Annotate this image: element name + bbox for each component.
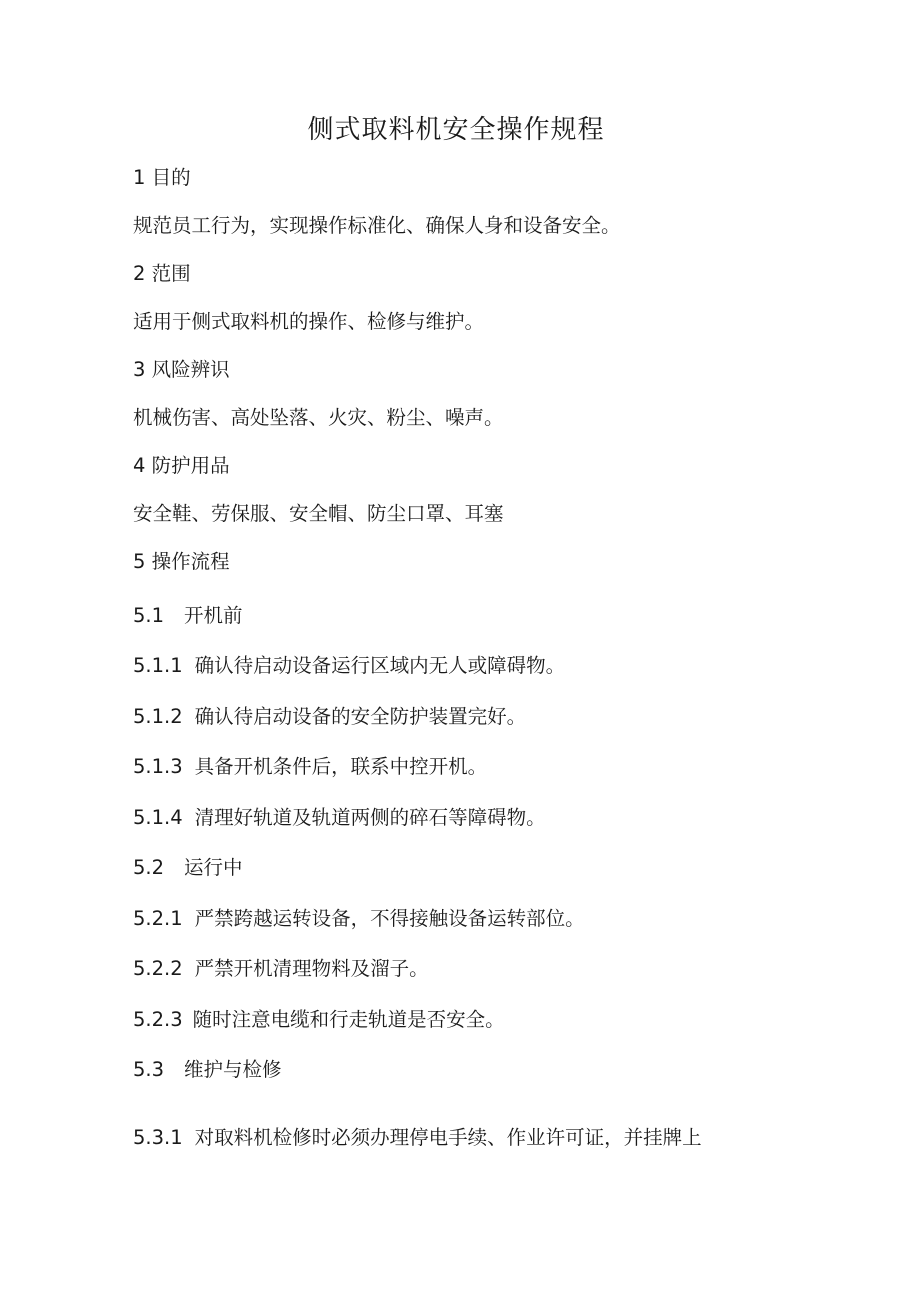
item-5-1-1: [133, 650, 565, 682]
section-1-body: 规范员工行为，实现操作标准化、确保人身和设备安全。: [133, 214, 621, 237]
item-text: 确认待启动设备运行区域内无人或障碍物。: [194, 654, 566, 677]
item-number: 5.1.2: [133, 705, 183, 728]
item-text: 确认待启动设备的安全防护装置完好。: [194, 705, 527, 728]
item-5-1-4: [133, 802, 546, 834]
item-number: 5.1: [133, 604, 165, 627]
item-number: 5.2: [133, 856, 165, 879]
item-text: 具备开机条件后，联系中控开机。: [194, 755, 488, 778]
item-text: 运行中: [184, 856, 243, 879]
item-number: 5.3: [133, 1058, 165, 1081]
section-2-body: 适用于侧式取料机的操作、检修与维护。: [133, 310, 485, 333]
item-5-1-3: [133, 751, 487, 783]
item-5-2-3: [133, 1004, 505, 1036]
section-4-heading: 4 防护用品: [133, 454, 230, 477]
item-text: 严禁开机清理物料及溜子。: [194, 957, 429, 980]
item-number: 5.2.3: [133, 1008, 183, 1031]
item-number: 5.2.1: [133, 907, 183, 930]
item-5-3-1: [133, 1122, 702, 1154]
section-1-heading: 1 目的: [133, 166, 191, 189]
item-text: 对取料机检修时必须办理停电手续、作业许可证，并挂牌上: [194, 1126, 702, 1149]
section-4-body: 安全鞋、劳保服、安全帽、防尘口罩、耳塞: [133, 502, 504, 525]
item-text: 清理好轨道及轨道两侧的碎石等障碍物。: [194, 806, 546, 829]
item-5-2: [133, 852, 243, 884]
item-text: 开机前: [184, 604, 243, 627]
document-title: 侧式取料机安全操作规程: [307, 115, 605, 145]
item-number: 5.1.3: [133, 755, 183, 778]
item-5-1: [133, 600, 243, 632]
section-5-heading: 5 操作流程: [133, 550, 230, 573]
item-5-1-2: [133, 701, 526, 733]
item-text: 维护与检修: [184, 1058, 282, 1081]
item-text: 严禁跨越运转设备，不得接触设备运转部位。: [194, 907, 585, 930]
item-text: 随时注意电缆和行走轨道是否安全。: [192, 1008, 505, 1031]
item-5-2-2: [133, 953, 429, 985]
item-number: 5.1.1: [133, 654, 183, 677]
item-number: 5.2.2: [133, 957, 183, 980]
section-3-heading: 3 风险辨识: [133, 358, 230, 381]
section-3-body: 机械伤害、高处坠落、火灾、粉尘、噪声。: [133, 406, 504, 429]
item-number: 5.1.4: [133, 806, 183, 829]
item-number: 5.3.1: [133, 1126, 183, 1149]
item-5-3: [133, 1054, 282, 1086]
section-2-heading: 2 范围: [133, 262, 191, 285]
item-5-2-1: [133, 903, 585, 935]
